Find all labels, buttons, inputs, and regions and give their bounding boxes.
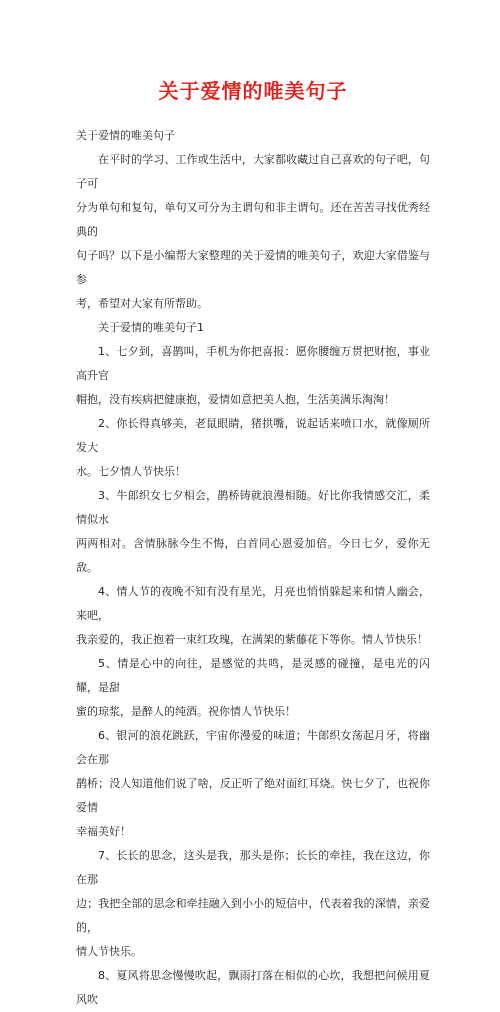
document-subtitle: 关于爱情的唯美句子 <box>76 129 175 142</box>
intro-line: 考，希望对大家有所帮助。 <box>76 297 208 310</box>
intro-paragraph <box>76 148 430 316</box>
sentence-item-6 <box>76 724 430 844</box>
sentence-line: 3、牛郎织女七夕相会，鹊桥铸就浪漫相随。好比你我情感交汇，柔情似水 <box>76 489 430 526</box>
sentence-item-8 <box>76 964 430 1012</box>
intro-line: 分为单句和复句，单句又可分为主谓句和非主谓句。还在苦苦寻找优秀经典的 <box>76 201 430 238</box>
sentence-line: 幸福美好！ <box>76 825 131 838</box>
sentence-line: 6、银河的浪花跳跃，宇宙你漫爱的味道；牛郎织女荡起月牙，将幽会在那 <box>76 729 430 766</box>
sentence-line: 2、你长得真够美，老鼠眼睛，猪拱嘴，说起话来喷口水，就像厕所发大 <box>76 417 430 454</box>
sentence-line: 8、夏风将思念慢慢吹起，飘雨打落在相似的心坎，我想把问候用夏风吹 <box>76 969 430 1006</box>
sentence-line: 边；我把全部的思念和牵挂融入到小小的短信中，代表着我的深情，亲爱的， <box>76 897 430 934</box>
sentence-line: 鹊桥；没人知道他们说了啥，反正听了绝对面红耳烧。快七夕了，也祝你爱情 <box>76 777 430 814</box>
sentence-item-5 <box>76 652 430 724</box>
sentence-line: 5、情是心中的向往，是感觉的共鸣，是灵感的碰撞，是电光的闪耀，是甜 <box>76 657 430 694</box>
sentence-line: 帽抱，没有疾病把健康抱，爱情如意把美人抱，生活美满乐淘淘！ <box>76 393 395 406</box>
document-title: 关于爱情的唯美句子 <box>158 79 348 103</box>
intro-line: 在平时的学习、工作或生活中，大家都收藏过自己喜欢的句子吧，句子可 <box>76 153 430 190</box>
sentence-item-2 <box>76 412 430 484</box>
sentence-line: 两两相对。含情脉脉今生不悔，白首同心恩爱加倍。今日七夕，爱你无敌。 <box>76 537 430 574</box>
intro-line: 句子吗？以下是小编帮大家整理的关于爱情的唯美句子，欢迎大家借鉴与参 <box>76 249 430 286</box>
sentence-line: 水。七夕情人节快乐！ <box>76 465 186 478</box>
sentence-line: 蜜的琼浆，是醉人的纯酒。祝你情人节快乐！ <box>76 705 296 718</box>
sentence-line: 7、长长的思念，这头是我，那头是你；长长的牵挂，我在这边，你在那 <box>76 849 430 886</box>
sentence-line: 情人节快乐。 <box>76 945 142 958</box>
sentence-item-3 <box>76 484 430 580</box>
sentence-line: 我亲爱的，我正抱着一束红玫瑰，在满架的紫藤花下等你。情人节快乐！ <box>76 633 428 646</box>
sentence-item-4 <box>76 580 430 652</box>
sentence-line: 1、七夕到，喜鹊叫，手机为你把喜报：愿你腰缠万贯把财抱，事业高升官 <box>76 345 430 382</box>
sentence-item-7 <box>76 844 430 964</box>
sentence-item-1 <box>76 340 430 412</box>
sentence-line: 4、情人节的夜晚不知有没有星光，月亮也悄悄躲起来和情人幽会，来吧， <box>76 585 430 622</box>
section-heading: 关于爱情的唯美句子1 <box>98 321 204 334</box>
